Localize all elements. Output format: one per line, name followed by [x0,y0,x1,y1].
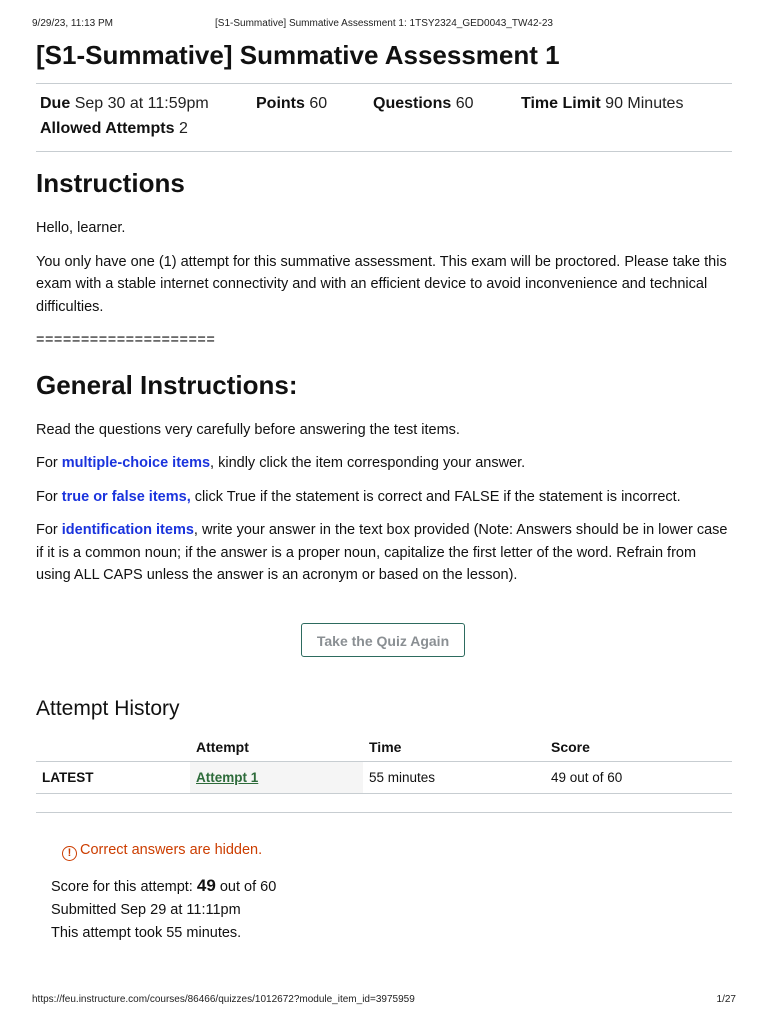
due-label: Due [40,95,71,112]
attempt-cell [190,762,363,794]
quiz-details-row [40,92,732,117]
general-instruction-multiple-choice [36,452,732,475]
allowed-attempts-label: Allowed Attempts [40,120,175,137]
divider [36,151,732,152]
table-header-row [36,733,732,762]
points-item [256,92,327,116]
time-limit-item [521,92,683,116]
points-value: 60 [309,95,328,112]
time-limit-label: Time Limit [521,95,601,112]
attempt-score: 49 out of 60 [545,762,732,794]
due-value: Sep 30 at 11:59pm [74,95,209,112]
column-header: Attempt [190,733,363,762]
print-doc-title: [S1-Summative] Summative Assessment 1: 1TSY2324_GED0043_TW42-23 [215,18,553,29]
separator-text: ==================== [36,332,216,348]
print-url: https://feu.instructure.com/courses/86466/quizzes/1012672?module_item_id=3975959 [32,994,415,1005]
column-header: Score [545,733,732,762]
duration-line: This attempt took 55 minutes. [51,925,242,941]
points-label: Points [256,95,305,112]
questions-item [373,92,473,116]
greeting-text: Hello, learner. [36,220,126,236]
print-date: 9/29/23, 11:13 PM [32,18,113,29]
page-title: [S1-Summative] Summative Assessment 1 [36,40,560,70]
print-page-number: 1/27 [716,994,736,1005]
table-row [36,762,732,794]
attempt-row-label: LATEST [36,762,190,794]
quiz-description [36,168,732,598]
allowed-attempts-item [40,117,188,141]
attempt-time: 55 minutes [363,762,545,794]
warning-text: Correct answers are hidden. [80,842,263,858]
time-limit-value: 90 Minutes [605,95,684,112]
exclamation-circle-icon: ! [62,846,77,861]
general-instruction-identification [36,519,732,587]
instructions-heading: Instructions [36,168,185,198]
score-line [51,874,276,899]
score-prefix: Score for this attempt: [51,879,197,895]
general-instruction-true-false [36,486,732,509]
column-header [36,733,190,762]
print-header [32,18,736,32]
score-value: 49 [196,876,216,895]
answers-hidden-warning [62,842,262,861]
attempt-history-title: Attempt History [36,697,180,720]
instruction-prefix: For [36,455,62,471]
divider [36,812,732,813]
score-summary [51,874,276,945]
multiple-choice-highlight: multiple-choice items [61,455,211,471]
general-instructions-heading: General Instructions: [36,369,298,400]
quiz-details-row [40,117,732,142]
divider [36,83,732,84]
allowed-attempts-value: 2 [178,120,188,137]
take-quiz-again-button[interactable]: Take the Quiz Again [301,623,465,657]
instructions-body: You only have one (1) attempt for this summative assessment. This exam will be proctored. Please take this exam with a stable internet connectivity and with an efficient device to avoid inconvenience and technical difficulties. [36,253,727,315]
instruction-prefix: For [36,522,62,538]
quiz-details [40,92,732,142]
instruction-suffix: , write your answer in the text box provided (Note: Answers should be in lower case if it is a common noun; if the answer is a proper noun, capitalize the first letter of the word. Refrain from using ALL CAPS unless the answer is an acronym or based on the lesson). [36,522,728,583]
instruction-prefix: For [36,488,62,505]
attempt-history-table [36,733,732,794]
questions-label: Questions [373,95,452,112]
questions-value: 60 [455,95,474,112]
instruction-suffix: click True if the statement is correct and FALSE if the statement is incorrect. [190,488,681,505]
true-false-highlight: true or false items, [61,488,191,505]
submitted-line: Submitted Sep 29 at 11:11pm [51,902,241,918]
attempt-link[interactable]: Attempt 1 [196,770,259,785]
instruction-suffix: , kindly click the item corresponding your answer. [210,455,526,471]
due-item [40,92,209,116]
column-header: Time [363,733,545,762]
score-suffix: out of 60 [215,879,277,895]
general-instruction-read: Read the questions very carefully before answering the test items. [36,421,460,438]
identification-highlight: identification items [61,522,194,538]
